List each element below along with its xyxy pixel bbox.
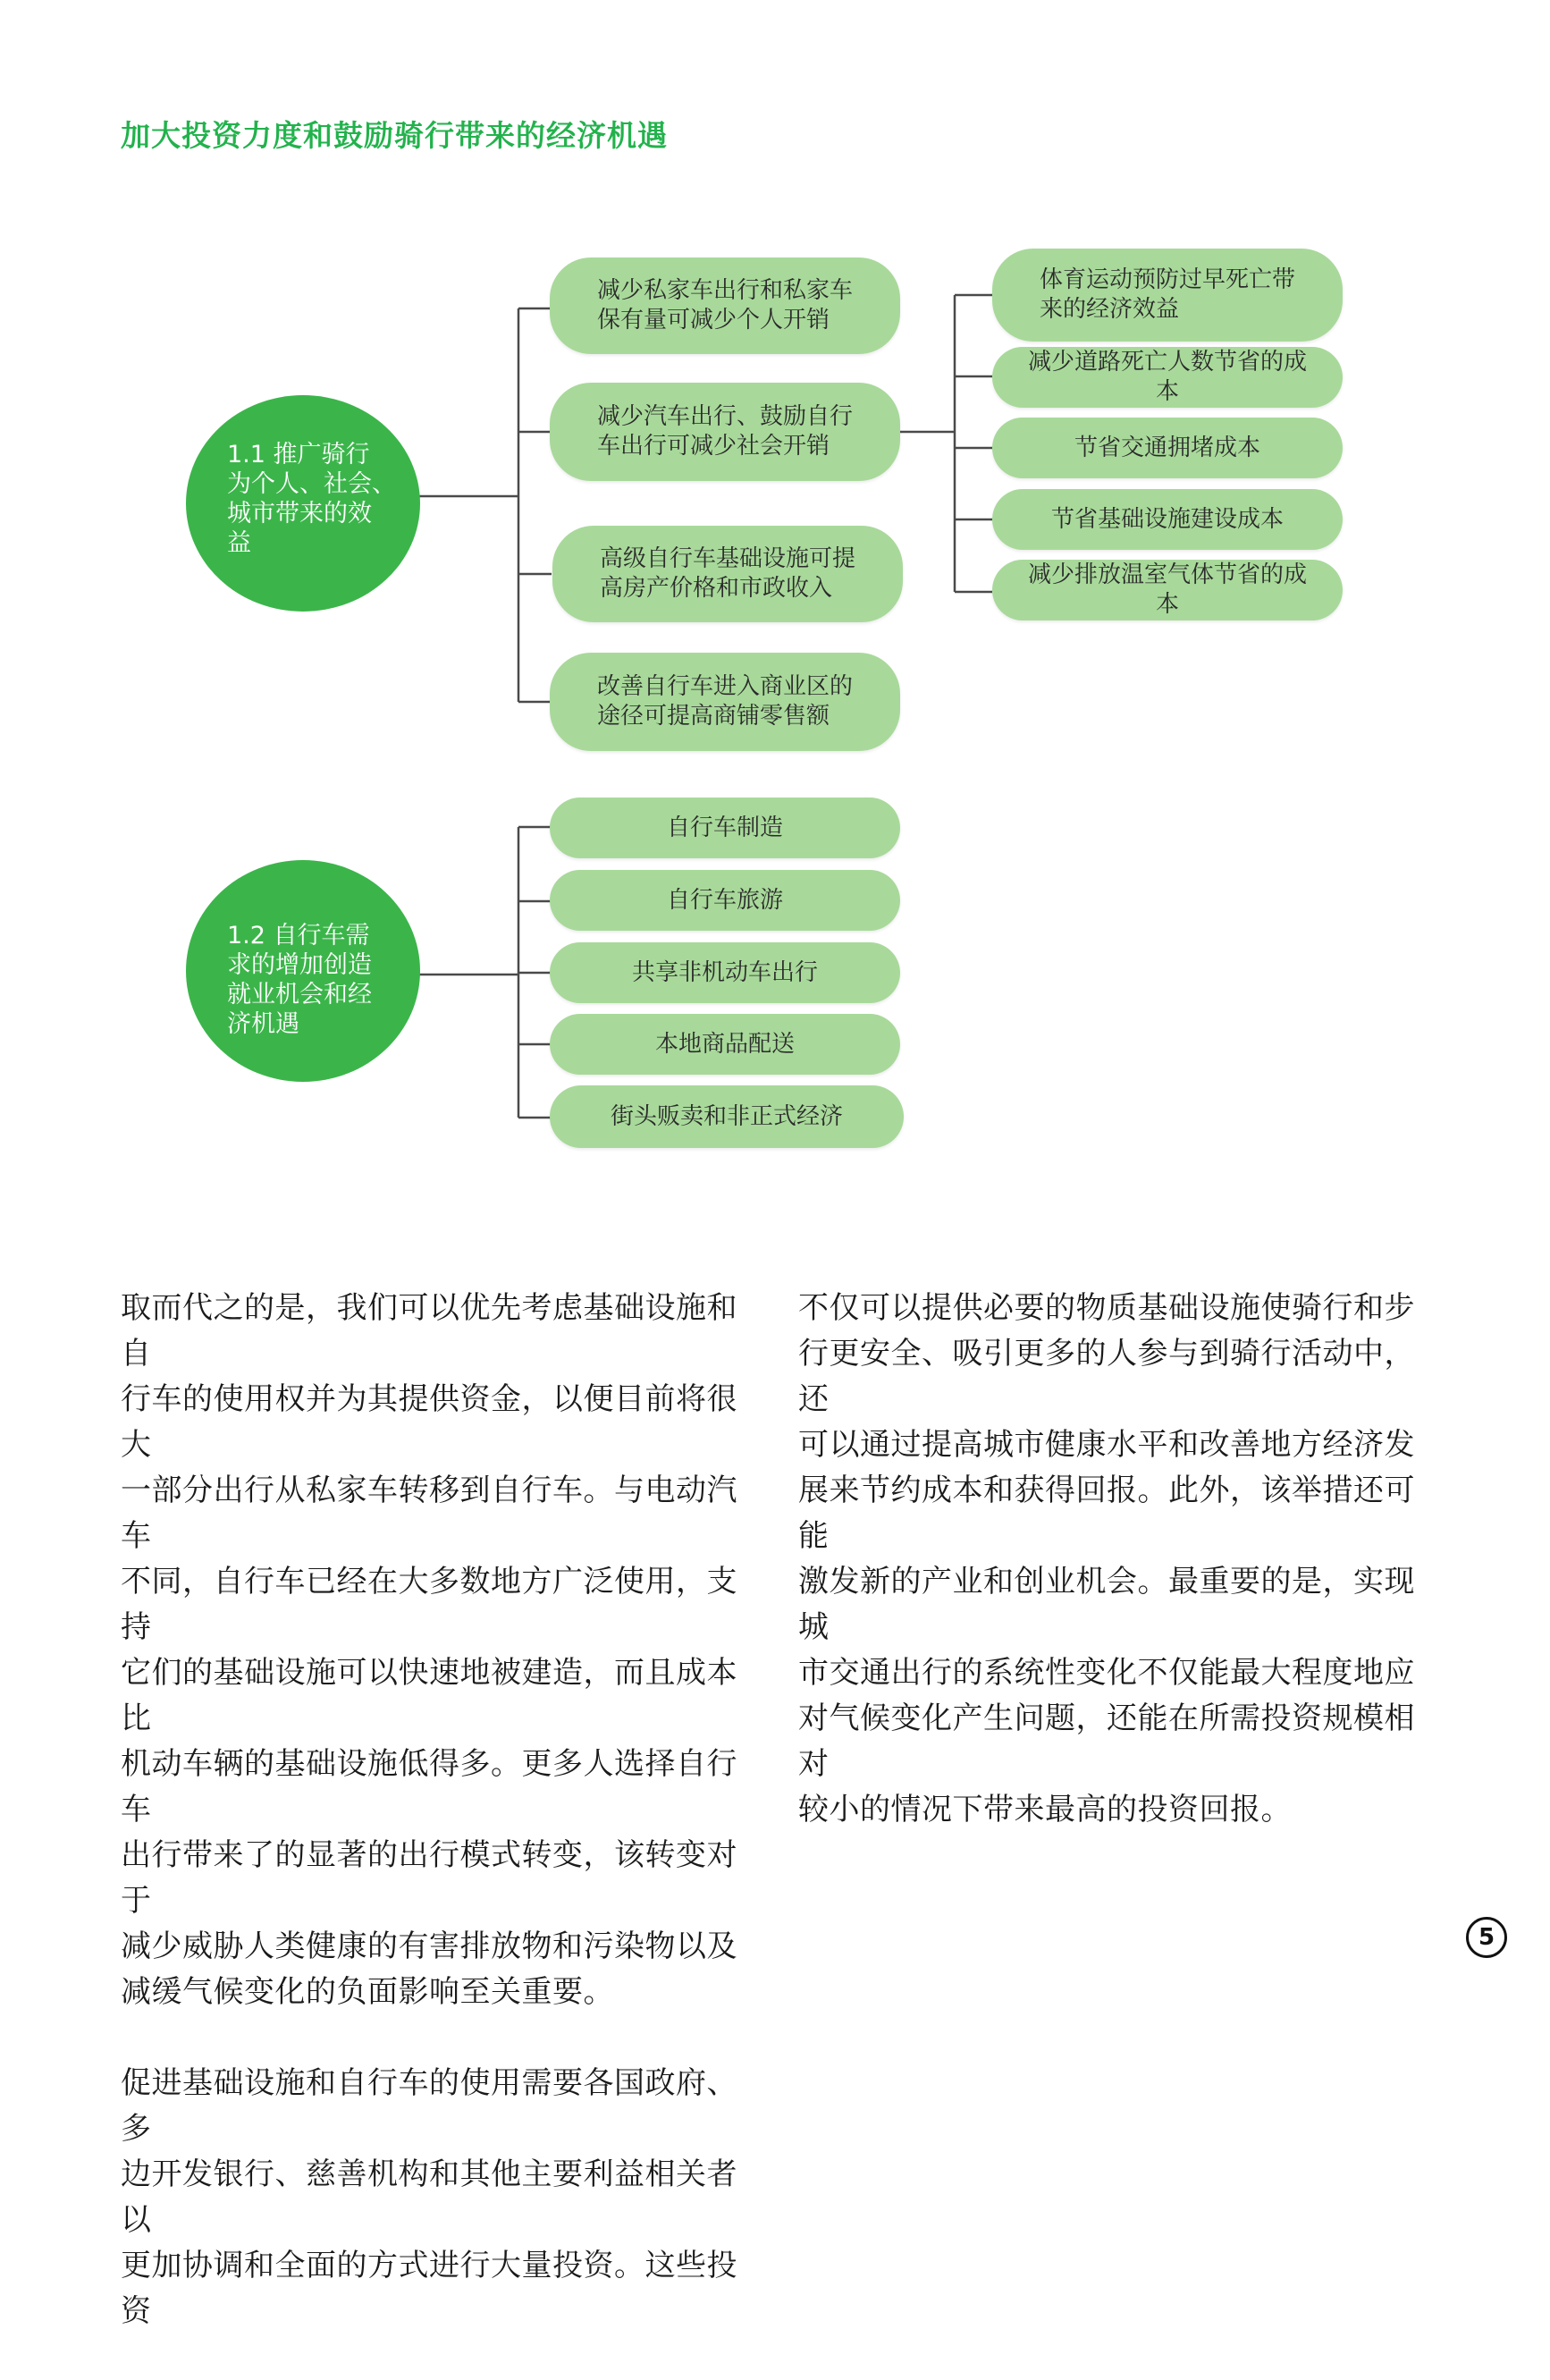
section-2-circle	[186, 860, 420, 1082]
text-line: 可以通过提高城市健康水平和改善地方经济发	[798, 1427, 1415, 1463]
pill-line: 共享非机动车出行	[631, 958, 818, 986]
text-line: 减缓气候变化的负面影响至关重要。	[121, 1974, 614, 2010]
sub-item-health	[992, 249, 1343, 342]
text-line: 展来节约成本和获得回报。此外，该举措还可能	[798, 1473, 1415, 1554]
sub-item-infrastructure	[992, 489, 1343, 550]
pill-line: 减少道路死亡人数节省的成本	[1027, 349, 1307, 405]
circle-line: 城市带来的效	[227, 500, 372, 527]
text-line: 市交通出行的系统性变化不仅能最大程度地应	[798, 1655, 1415, 1691]
sub-item-congestion	[992, 418, 1343, 478]
text-line: 机动车辆的基础设施低得多。更多人选择自行车	[121, 1746, 737, 1827]
text-line: 减少威胁人类健康的有害排放物和污染物以及	[121, 1928, 737, 1964]
text-line: 促进基础设施和自行车的使用需要各国政府、多	[121, 2065, 737, 2147]
text-line: 它们的基础设施可以快速地被建造，而且成本比	[121, 1655, 737, 1736]
paragraph	[798, 1286, 1424, 1833]
benefit-item-society	[550, 383, 900, 481]
opportunity-delivery	[550, 1014, 900, 1075]
pill-line: 自行车旅游	[666, 886, 783, 914]
text-line: 对气候变化产生问题，还能在所需投资规模相对	[798, 1701, 1415, 1782]
circle-line: 为个人、社会、	[227, 470, 396, 498]
opportunity-sharing	[550, 942, 900, 1003]
pill-line: 减少私家车出行和私家车	[596, 277, 853, 304]
pill-line: 保有量可减少个人开销	[596, 307, 830, 333]
left-column	[121, 1286, 737, 2380]
sub-item-emissions	[992, 560, 1343, 620]
pill-line: 改善自行车进入商业区的	[596, 673, 853, 700]
sub-item-road-deaths	[992, 347, 1343, 408]
paragraph	[121, 2061, 737, 2334]
circle-line: 求的增加创造	[227, 951, 372, 979]
pill-line: 来的经济效益	[1039, 296, 1179, 323]
circle-line: 益	[227, 529, 251, 557]
circle-line: 济机遇	[227, 1010, 299, 1038]
page-title: 加大投资力度和鼓励骑行带来的经济机遇	[121, 118, 668, 153]
pill-line: 街头贩卖和非正式经济	[610, 1102, 843, 1130]
pill-line: 体育运动预防过早死亡带	[1039, 266, 1295, 293]
benefit-item-personal	[550, 257, 900, 354]
opportunity-manufacturing	[550, 798, 900, 858]
text-line: 取而代之的是，我们可以优先考虑基础设施和自	[121, 1290, 737, 1371]
pill-line: 途径可提高商铺零售额	[596, 703, 830, 730]
benefit-item-retail	[550, 653, 900, 751]
paragraph	[121, 1286, 737, 2015]
benefit-item-property	[552, 526, 903, 622]
text-line: 激发新的产业和创业机会。最重要的是，实现城	[798, 1564, 1415, 1645]
text-line: 不仅可以提供必要的物质基础设施使骑行和步	[798, 1290, 1415, 1326]
pill-line: 高级自行车基础设施可提	[599, 545, 855, 572]
pill-line: 自行车制造	[666, 814, 783, 841]
right-column	[798, 1286, 1424, 1878]
opportunity-street-vending	[550, 1085, 904, 1148]
pill-line: 减少汽车出行、鼓励自行	[596, 403, 853, 430]
text-line: 行更安全、吸引更多的人参与到骑行活动中，还	[798, 1336, 1415, 1417]
circle-line: 1.1 推广骑行	[227, 441, 370, 468]
text-line: 一部分出行从私家车转移到自行车。与电动汽车	[121, 1473, 737, 1554]
pill-line: 节省基础设施建设成本	[1050, 505, 1284, 533]
text-line: 边开发银行、慈善机构和其他主要利益相关者以	[121, 2156, 737, 2238]
pill-line: 高房产价格和市政收入	[599, 575, 832, 602]
circle-line: 1.2 自行车需	[227, 922, 370, 949]
pill-line: 节省交通拥堵成本	[1074, 434, 1260, 461]
text-line: 出行带来了的显著的出行模式转变，该转变对于	[121, 1837, 737, 1919]
page-number: 5	[1466, 1917, 1507, 1958]
text-line: 较小的情况下带来最高的投资回报。	[798, 1792, 1292, 1827]
pill-line: 本地商品配送	[654, 1030, 795, 1058]
text-line: 行车的使用权并为其提供资金，以便目前将很大	[121, 1381, 737, 1463]
text-line: 不同，自行车已经在大多数地方广泛使用，支持	[121, 1564, 737, 1645]
pill-line: 减少排放温室气体节省的成本	[1027, 561, 1307, 618]
section-1-circle	[186, 395, 420, 612]
circle-line: 就业机会和经	[227, 981, 372, 1009]
text-line: 更加协调和全面的方式进行大量投资。这些投资	[121, 2248, 737, 2329]
pill-line: 车出行可减少社会开销	[596, 433, 830, 460]
opportunity-tourism	[550, 870, 900, 931]
